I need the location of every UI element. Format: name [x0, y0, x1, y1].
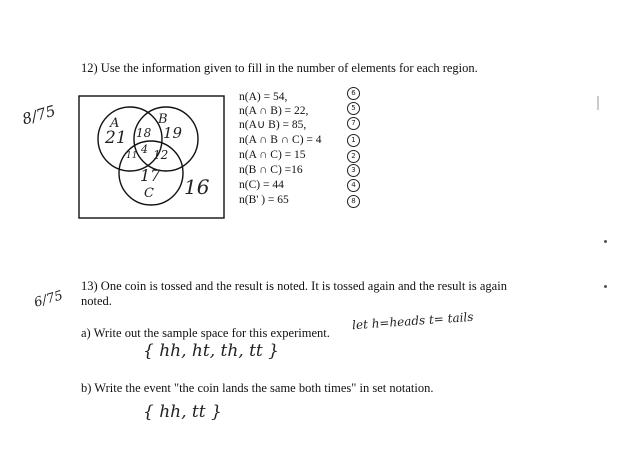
q12-score: 8/75: [20, 101, 58, 129]
stray-mark: [604, 285, 607, 288]
order-mark-1: 6: [347, 87, 360, 100]
order-mark-4: 1: [347, 134, 360, 147]
venn-b-c-only: 12: [153, 148, 169, 162]
order-mark-2: 5: [347, 102, 360, 115]
q13-prompt-line2: noted.: [81, 294, 112, 308]
q13-part-a-answer: { hh, ht, th, tt }: [143, 341, 279, 361]
q12-prompt: 12) Use the information given to fill in the number of elements for each region.: [81, 61, 478, 75]
order-mark-7: 4: [347, 179, 360, 192]
order-mark-5: 2: [347, 150, 360, 163]
given-n-c: n(C) = 44: [239, 179, 284, 191]
given-n-a-and-c: n(A ∩ C) = 15: [239, 149, 306, 161]
given-n-b-complement: n(B' ) = 65: [239, 194, 289, 206]
q13-prompt-line1: 13) One coin is tossed and the result is noted. It is tossed again and the result is again: [81, 279, 507, 293]
given-n-a-b-c: n(A ∩ B ∩ C) = 4: [239, 134, 322, 146]
given-n-a: n(A) = 54,: [239, 91, 288, 103]
order-mark-8: 8: [347, 195, 360, 208]
venn-c-only: 17: [140, 166, 161, 185]
venn-a-only: 21: [105, 128, 127, 148]
q13-score: 6/75: [32, 288, 65, 311]
order-mark-6: 3: [347, 164, 360, 177]
venn-b-only: 19: [163, 124, 183, 142]
venn-a-b-only: 18: [136, 126, 152, 140]
stray-mark: [604, 240, 607, 243]
order-mark-3: 7: [347, 117, 360, 130]
venn-label-a: A: [110, 116, 120, 131]
venn-a-c-only: 11: [126, 151, 138, 161]
q13-part-b-answer: { hh, tt }: [143, 402, 222, 422]
venn-a-b-c: 4: [141, 143, 148, 156]
venn-outside: 16: [184, 175, 210, 199]
venn-label-c: C: [144, 186, 154, 201]
q13-part-b: b) Write the event "the coin lands the same both times" in set notation.: [81, 381, 434, 395]
given-n-a-or-b: n(A∪ B) = 85,: [239, 119, 307, 131]
q13-part-a-note: let h=heads t= tails: [351, 309, 474, 333]
venn-label-b: B: [158, 112, 168, 127]
q13-part-a: a) Write out the sample space for this experiment.: [81, 326, 330, 340]
given-n-a-and-b: n(A ∩ B) = 22,: [239, 105, 309, 117]
given-n-b-and-c: n(B ∩ C) =16: [239, 164, 303, 176]
